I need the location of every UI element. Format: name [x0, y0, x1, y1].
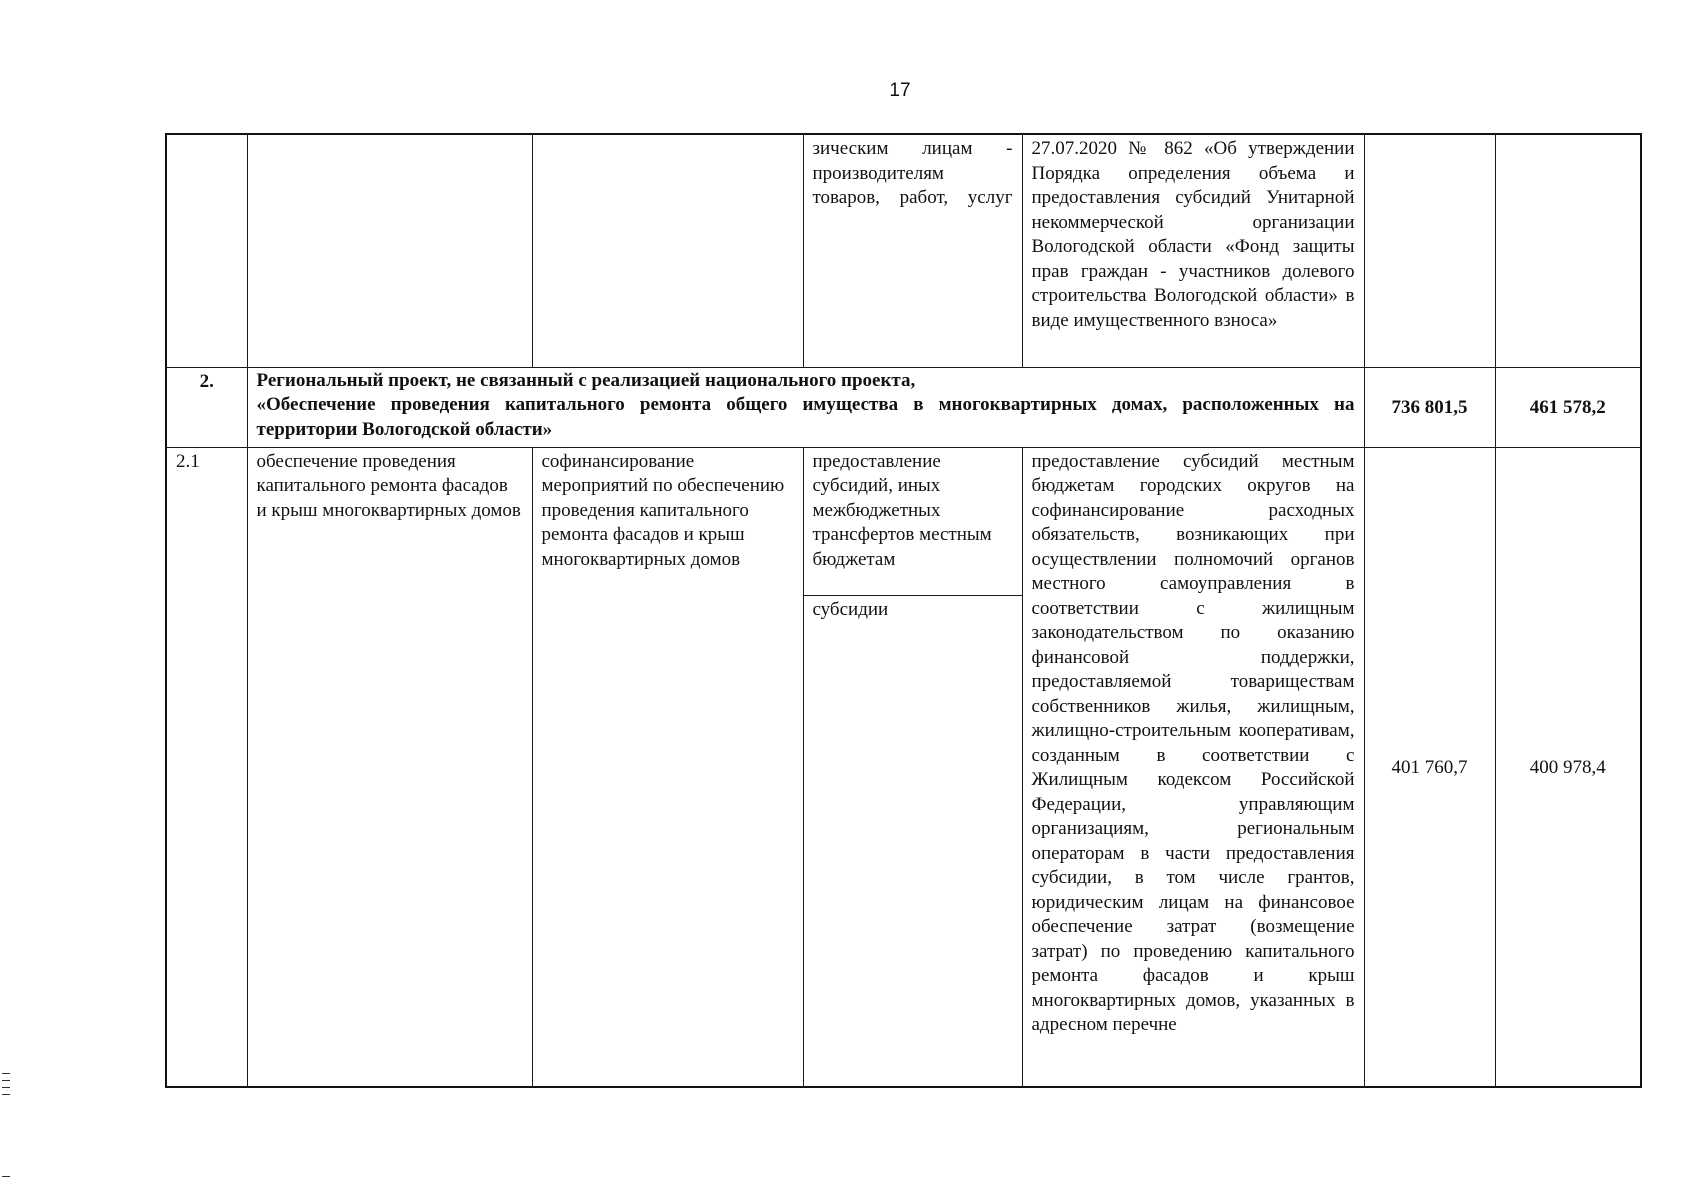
- table-row-project: [166, 367, 1641, 447]
- cell-event-empty: [247, 134, 532, 367]
- project-title-line1: Региональный проект, не связанный с реализацией национального проекта,: [256, 369, 916, 391]
- cell-index: 2.: [166, 367, 247, 447]
- margin-mark: [2, 1094, 10, 1095]
- cell-value2: 400 978,4: [1495, 447, 1641, 1087]
- margin-mark: [2, 1087, 10, 1088]
- support-type-top: предоставление субсидий, иных межбюджетных трансфертов местным бюджетам: [804, 448, 1022, 596]
- cell-value1-empty: [1364, 134, 1495, 367]
- table-row-2-1: [166, 447, 1641, 1087]
- cell-support-type: [803, 447, 1022, 1087]
- cell-index-empty: [166, 134, 247, 367]
- support-type-bottom: субсидии: [812, 598, 889, 620]
- page-number: 17: [889, 80, 911, 101]
- cell-project-value2: 461 578,2: [1495, 367, 1641, 447]
- cell-index: 2.1: [166, 447, 247, 1087]
- cell-activity-empty: [532, 134, 803, 367]
- margin-mark: [2, 1176, 10, 1177]
- cell-project-title: [247, 367, 1364, 447]
- program-table: [165, 133, 1642, 1088]
- table-row-continued: [166, 134, 1641, 367]
- cell-project-value1: 736 801,5: [1364, 367, 1495, 447]
- margin-mark: [2, 1080, 10, 1081]
- cell-value2-empty: [1495, 134, 1641, 367]
- cell-event: обеспечение проведения капитального ремонта фасадов и крыш многоквартирных домов: [247, 447, 532, 1087]
- cell-support-type: зическим лицам - производителям товаров, работ, услуг: [803, 134, 1022, 367]
- project-title-line2: «Обеспечение проведения капитального ремонта общего имущества в многоквартирных домах, расположенных на территории Вологодской области»: [256, 394, 1355, 440]
- cell-legal-basis: предоставление субсидий местным бюджетам городских округов на софинансирование расходных обязательств, возникающих при осуществлении полномочий органов местного самоуправления в соответствии с жилищным законодательством по оказанию финансовой поддержки, предоставляемой товариществам собственников жилья, жилищным, жилищно-строительным кооперативам, созданным в соответствии с Жилищным кодексом Российской Федерации, управляющим организациям, региональным операторам в части предоставления субсидии, в том числе грантов, юридическим лицам на финансовое обеспечение затрат (возмещение затрат) по проведению капитального ремонта фасадов и крыш многоквартирных домов, указанных в адресном перечне: [1022, 447, 1364, 1087]
- cell-activity: софинансирование мероприятий по обеспечению проведения капитального ремонта фасадов и крыш многоквартирных домов: [532, 447, 803, 1087]
- cell-legal-basis: 27.07.2020 № 862 «Об утверждении Порядка определения объема и предоставления субсидий Унитарной некоммерческой организации Вологодской области «Фонд защиты прав граждан - участников долевого строительства Вологодской области» в виде имущественного взноса»: [1022, 134, 1364, 367]
- margin-mark: [2, 1073, 10, 1074]
- cell-value1: 401 760,7: [1364, 447, 1495, 1087]
